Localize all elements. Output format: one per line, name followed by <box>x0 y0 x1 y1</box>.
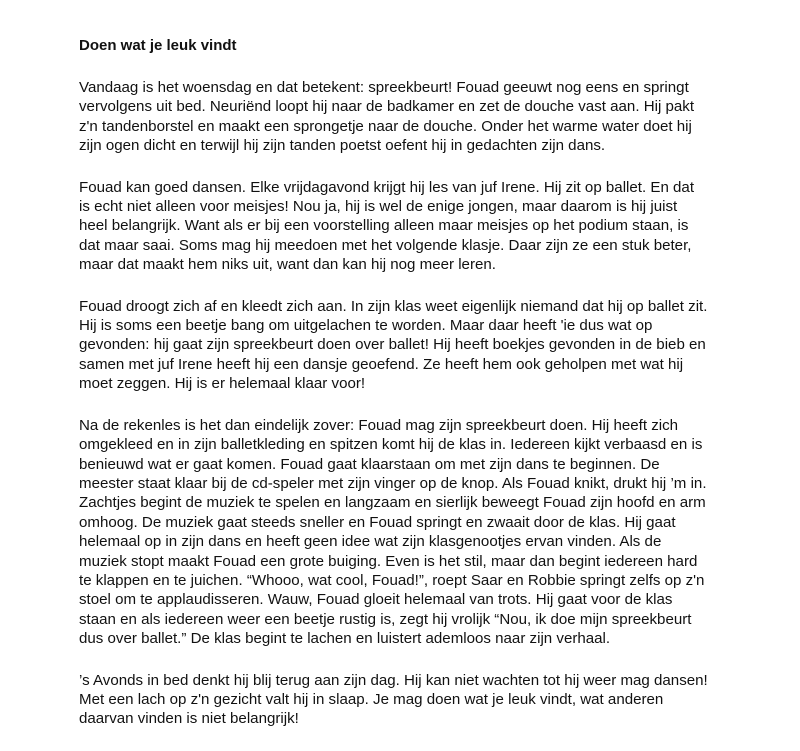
paragraph-line: Zachtjes begint de muziek te spelen en langzaam en sierlijk beweegt Fouad zijn hoofd en arm <box>79 494 706 512</box>
paragraph-line: maar dat maakt hem niks uit, want dan kan hij nog meer leren. <box>79 256 496 274</box>
paragraph-line: ’s Avonds in bed denkt hij blij terug aan zijn dag. Hij kan niet wachten tot hij weer mag dansen! <box>79 671 708 689</box>
paragraph-line: daarvan vinden is niet belangrijk! <box>79 710 299 728</box>
paragraph-line: dus over ballet.” De klas begint te lachen en luistert ademloos naar zijn verhaal. <box>79 630 611 648</box>
paragraph-line: Fouad droogt zich af en kleedt zich aan. In zijn klas weet eigenlijk niemand dat hij op ballet zit. <box>79 297 708 315</box>
paragraph-line: omgekleed en in zijn balletkleding en spitzen komt hij de klas in. Iedereen kijkt verbaasd en is <box>79 436 703 454</box>
paragraph-line: Vandaag is het woensdag en dat betekent: spreekbeurt! Fouad geeuwt nog eens en springt <box>79 79 689 96</box>
paragraph-line: z'n tandenborstel en maakt een sprongetje naar de douche. Onder het warme water doet hij <box>79 117 692 135</box>
paragraph-line: moet zeggen. Hij is er helemaal klaar voor! <box>79 375 366 393</box>
paragraph-line: samen met juf Irene heeft hij een dansje geoefend. Ze heeft hem ook geholpen met wat hij <box>79 355 684 373</box>
paragraph-5 <box>79 671 779 729</box>
paragraph-3 <box>79 297 779 394</box>
paragraph-line: vervolgens uit bed. Neuriënd loopt hij naar de badkamer en zet de douche vast aan. Hij pakt <box>79 98 695 116</box>
paragraph-line: te klappen en te juichen. “Whooo, wat cool, Fouad!”, roept Saar en Robbie springt zelfs op z'n <box>79 571 705 589</box>
paragraph-line: is echt niet alleen voor meisjes! Nou ja, hij is wel de enige jongen, maar daarom is hij juist <box>79 198 678 216</box>
paragraph-4 <box>79 416 779 649</box>
paragraph-line: Fouad kan goed dansen. Elke vrijdagavond krijgt hij les van juf Irene. Hij zit op ballet. En dat <box>79 178 695 196</box>
paragraph-line: meester staat klaar bij de cd-speler met zijn vinger op de knop. Als Fouad knikt, drukt hij ’m in. <box>79 474 707 492</box>
paragraph-line: staan en als iedereen weer een beetje rustig is, zegt hij vrolijk “Nou, ik doe mijn spreekbeurt <box>79 610 692 628</box>
paragraph-line: gevonden: hij gaat zijn spreekbeurt doen over ballet! Hij heeft boekjes gevonden in de bieb en <box>79 336 706 354</box>
paragraph-line: benieuwd wat er gaat komen. Fouad gaat klaarstaan om met zijn dans te beginnen. De <box>79 455 660 473</box>
document-title: Doen wat je leuk vindt <box>79 37 237 54</box>
paragraph-2 <box>79 178 779 275</box>
paragraph-line: omhoog. De muziek gaat steeds sneller en Fouad springt en zwaait door de klas. Hij gaat <box>79 513 676 531</box>
paragraph-line: Hij is soms een beetje bang om uitgelachen te worden. Maar daar heeft 'ie dus wat op <box>79 317 653 335</box>
paragraph-line: heel belangrijk. Want als er bij een voorstelling alleen maar meisjes op het podium staan, is <box>79 217 689 235</box>
paragraph-line: helemaal op in zijn dans en heeft geen idee wat zijn klasgenootjes ervan vinden. Als de <box>79 533 662 551</box>
paragraph-line: zijn ogen dicht en terwijl hij zijn tanden poetst oefent hij in gedachten zijn dans. <box>79 137 606 155</box>
paragraph-line: Na de rekenles is het dan eindelijk zover: Fouad mag zijn spreekbeurt doen. Hij heeft zich <box>79 416 679 434</box>
document-page <box>79 36 779 751</box>
paragraph-line: Met een lach op z'n gezicht valt hij in slaap. Je mag doen wat je leuk vindt, wat anderen <box>79 690 664 708</box>
paragraph-line: stoel om te applaudisseren. Wauw, Fouad gloeit helemaal van trots. Hij gaat voor de klas <box>79 591 673 609</box>
paragraph-line: dat maar saai. Soms mag hij meedoen met het volgende klasje. Daar zijn ze een stuk beter, <box>79 236 692 254</box>
paragraph-line: muziek stopt maakt Fouad een grote buiging. Even is het stil, maar dan begint iedereen hard <box>79 552 698 570</box>
paragraph-1 <box>79 78 779 156</box>
